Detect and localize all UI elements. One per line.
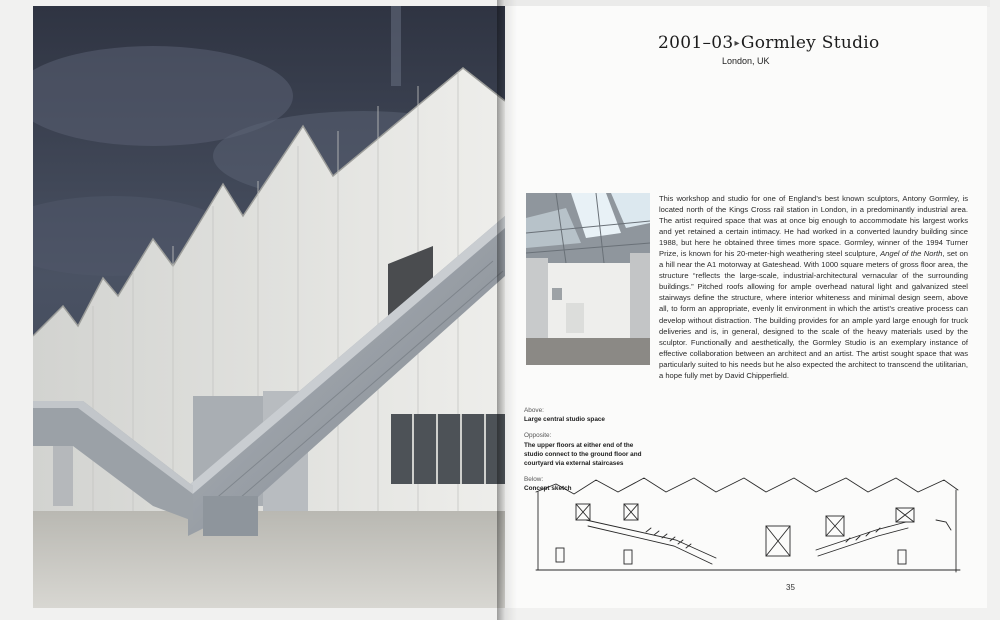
caption-above-label: Above: — [524, 407, 544, 414]
caption-opposite-text: The upper floors at either end of the studio connect to the ground floor and courtyard via external staircases — [524, 441, 642, 468]
project-years: 2001–03 — [658, 33, 734, 53]
page-number: 35 — [786, 583, 795, 592]
studio-interior-image — [526, 193, 650, 365]
body-text-italic: Angel of the North — [880, 249, 943, 259]
concept-sketch-drawing — [526, 470, 966, 580]
project-location: London, UK — [722, 56, 770, 66]
caption-opposite — [524, 431, 654, 468]
project-name: Gormley Studio — [740, 33, 880, 53]
project-title — [658, 33, 880, 53]
caption-above — [524, 406, 654, 424]
exterior-photograph — [33, 6, 505, 608]
concept-sketch — [526, 470, 966, 580]
title-arrow-icon: ▸ — [734, 38, 740, 49]
book-gutter — [497, 0, 517, 620]
body-text-part2: , set on a hill near the A1 motorway at Gateshead. With 1000 square meters of gross floor area, the structure “reflects the large-scale, industrial-architectural vernacular of the surrounding buildings.” Pitched roofs allowing for ample overhead natural light and galvanized steel stairways define the structure, where interior whiteness and minimal design seem, above all, to form an appropriate, evenly lit environment in which the artist’s creative process can develop without distraction. The building provides for an ample yard large enough for truck deliveries and is, in general, designed to the scale of the heavy materials used by the sculptor. Functionally and aesthetically, the Gormley Studio is an exemplary instance of effective collaboration between an architect and an artist. The artist sought space that was particularly suited to his needs but he also expected the architect to transcend the utilitarian, a hope fully met by David Chipperfield. — [659, 249, 969, 380]
body-text — [659, 193, 968, 381]
interior-photograph — [526, 193, 650, 365]
body-text-part1: This workshop and studio for one of England’s best known sculptors, Antony Gormley, is located north of the Kings Cross rail station in London, in a predominantly industrial area. The artist required space that was at once big enough to accommodate his largest works and yet retained a certain intimacy. He had worked in a converted laundry building since 1988, but here he obtained three times more space. Gormley, winner of the 1994 Turner Prize, is known for his 20-meter-high weathering steel sculpture, — [659, 194, 968, 259]
caption-opposite-label: Opposite: — [524, 432, 552, 440]
caption-below-text: Concept sketch — [524, 485, 572, 493]
caption-above-text: Large central studio space — [524, 416, 605, 424]
caption-below-label: Below: — [524, 476, 544, 484]
studio-exterior-image — [33, 6, 505, 608]
